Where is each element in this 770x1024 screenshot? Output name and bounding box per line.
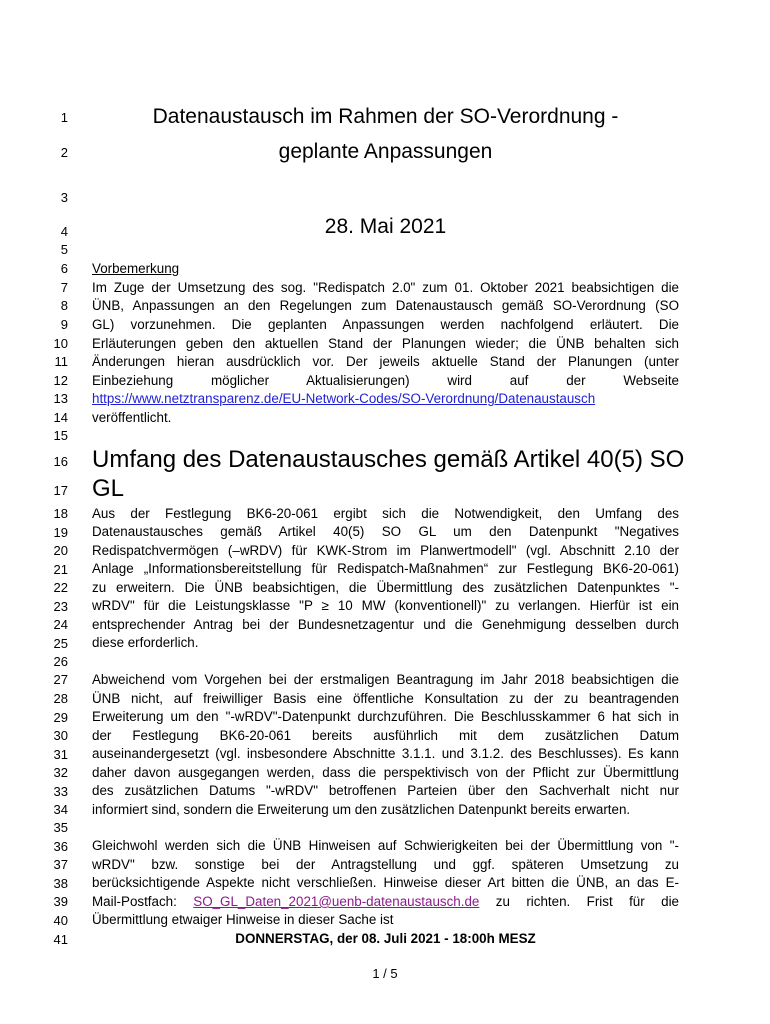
line-number: 21 [53, 562, 68, 577]
paragraph-line: ÜNB nicht, auf freiwilliger Basis eine öffentliche Konsultation zu der zu beantragenden [92, 691, 679, 706]
line-number: 14 [53, 410, 68, 425]
line-number: 10 [53, 336, 68, 351]
line-number: 29 [53, 710, 68, 725]
line-number: 30 [53, 728, 68, 743]
line-number: 34 [53, 802, 68, 817]
line-number: 27 [53, 672, 68, 687]
vorbemerkung-line: ÜNB, Anpassungen an den Regelungen zum Datenaustausch gemäß SO-Verordnung (SO [92, 298, 679, 313]
line-number: 11 [54, 354, 68, 369]
paragraph-line: berücksichtigende Aspekte nicht verschließen. Hinweise dieser Art bitten die ÜNB, an das E- [92, 875, 679, 890]
line-number: 24 [53, 617, 68, 632]
paragraph-line: Aus der Festlegung BK6-20-061 ergibt sich die Notwendigkeit, den Umfang des [92, 506, 679, 521]
richten-text: zu richten. Frist für die [495, 894, 679, 909]
paragraph-line-with-email [92, 894, 679, 910]
paragraph-line: informiert sind, sondern die Erweiterung um den zusätzlichen Datenpunkt bereits erwarten. [92, 802, 631, 817]
line-number: 31 [53, 747, 68, 762]
line-number: 32 [53, 765, 68, 780]
line-number: 41 [53, 932, 68, 947]
paragraph-line: Abweichend vom Vorgehen bei der erstmaligen Beantragung im Jahr 2018 beabsichtigen die [92, 672, 679, 687]
vorbemerkung-line: veröffentlicht. [92, 410, 172, 425]
line-number: 2 [60, 145, 68, 160]
document-title-line-1: Datenaustausch im Rahmen der SO-Verordnung - [152, 105, 619, 128]
line-number: 26 [53, 654, 68, 669]
line-number: 18 [53, 506, 68, 521]
line-number: 33 [53, 784, 68, 799]
line-number: 4 [60, 224, 68, 239]
section-heading-line-2: GL [92, 475, 125, 502]
email-link[interactable]: SO_GL_Daten_2021@uenb-datenaustausch.de [193, 894, 480, 909]
paragraph-line: der Festlegung BK6-20-061 bereits ausführlich mit dem zusätzlichen Datum [92, 728, 679, 743]
vorbemerkung-line: Einbeziehung möglicher Aktualisierungen) wird auf der Webseite [92, 373, 679, 388]
line-number: 19 [53, 525, 68, 540]
line-number: 39 [53, 894, 68, 909]
vorbemerkung-line: Im Zuge der Umsetzung des sog. "Redispatch 2.0" zum 01. Oktober 2021 beabsichtigen die [92, 280, 679, 295]
line-number: 1 [60, 110, 68, 125]
line-number: 25 [53, 636, 68, 651]
line-number: 38 [53, 876, 68, 891]
page-number: 1 / 5 [372, 966, 398, 981]
netztransparenz-link[interactable]: https://www.netztransparenz.de/EU-Network-Codes/SO-Verordnung/Datenaustausch [92, 391, 596, 406]
line-number: 15 [53, 428, 68, 443]
line-number: 12 [53, 373, 68, 388]
deadline: DONNERSTAG, der 08. Juli 2021 - 18:00h MESZ [235, 931, 536, 946]
vorbemerkung-line: GL) vorzunehmen. Die geplanten Anpassungen werden nachfolgend erläutert. Die [92, 317, 679, 332]
paragraph-line: Gleichwohl werden sich die ÜNB Hinweisen auf Schwierigkeiten bei der Übermittlung von "- [92, 838, 679, 853]
line-number: 28 [53, 691, 68, 706]
paragraph-line: daher davon ausgegangen werden, dass die perspektivisch von der Pflicht zur Übermittlung [92, 765, 679, 780]
paragraph-line: des zusätzlichen Datums "-wRDV" betroffenen Parteien über den Sachverhalt nicht nur [92, 783, 679, 798]
line-number: 23 [53, 599, 68, 614]
document-title-line-2: geplante Anpassungen [278, 140, 493, 163]
mail-postfach-label: Mail-Postfach: [92, 894, 177, 909]
paragraph-line: zu erweitern. Die ÜNB beabsichtigen, die Übermittlung des zusätzlichen Datenpunktes "- [92, 580, 679, 595]
vorbemerkung-line: Änderungen hieran ausdrücklich vor. Der jeweils aktuelle Stand der Planungen (unter [92, 354, 679, 369]
line-number: 9 [60, 317, 68, 332]
document-date: 28. Mai 2021 [324, 215, 447, 238]
paragraph-line: wRDV" bzw. sonstige bei der Antragstellung und ggf. späteren Umsetzung zu [92, 857, 679, 872]
line-number: 22 [53, 580, 68, 595]
line-number: 3 [60, 190, 68, 205]
paragraph-line: Erweiterung um den "-wRDV"-Datenpunkt durchzuführen. Die Beschlusskammer 6 hat sich in [92, 709, 679, 724]
line-number: 40 [53, 913, 68, 928]
paragraph-line: entsprechender Antrag bei der Bundesnetzagentur und die Genehmigung desselben durch [92, 617, 679, 632]
paragraph-line: Datenaustausches gemäß Artikel 40(5) SO GL um den Datenpunkt "Negatives [92, 524, 679, 539]
line-number: 7 [60, 280, 68, 295]
line-number: 6 [60, 261, 68, 276]
paragraph-line: Übermittlung etwaiger Hinweise in dieser Sache ist [92, 912, 394, 927]
line-number: 35 [53, 820, 68, 835]
vorbemerkung-heading: Vorbemerkung [92, 261, 180, 276]
paragraph-line: wRDV" für die Leistungsklasse "P ≥ 10 MW (konventionell)" zu verlangen. Hierfür ist ein [92, 598, 679, 613]
line-number: 37 [53, 857, 68, 872]
line-number: 8 [60, 298, 68, 313]
section-heading-line-1: Umfang des Datenaustausches gemäß Artikel 40(5) SO [92, 446, 685, 473]
paragraph-line: Anlage „Informationsbereitstellung für Redispatch-Maßnahmen“ zur Festlegung BK6-20-061) [92, 561, 679, 576]
line-number: 5 [60, 242, 68, 257]
line-number: 20 [53, 543, 68, 558]
paragraph-line: auseinandergesetzt (vgl. insbesondere Abschnitte 3.1.1. und 3.1.2. des Beschlusses). Es kann [92, 746, 679, 761]
paragraph-line: Redispatchvermögen (–wRDV) für KWK-Strom im Planwertmodell" (vgl. Abschnitt 2.10 der [92, 543, 679, 558]
line-number: 36 [53, 839, 68, 854]
vorbemerkung-line: Erläuterungen geben den aktuellen Stand der Planungen wieder; die ÜNB behalten sich [92, 336, 679, 351]
paragraph-line: diese erforderlich. [92, 635, 199, 650]
line-number: 17 [53, 483, 68, 498]
line-number: 13 [53, 391, 68, 406]
line-number: 16 [53, 454, 68, 469]
